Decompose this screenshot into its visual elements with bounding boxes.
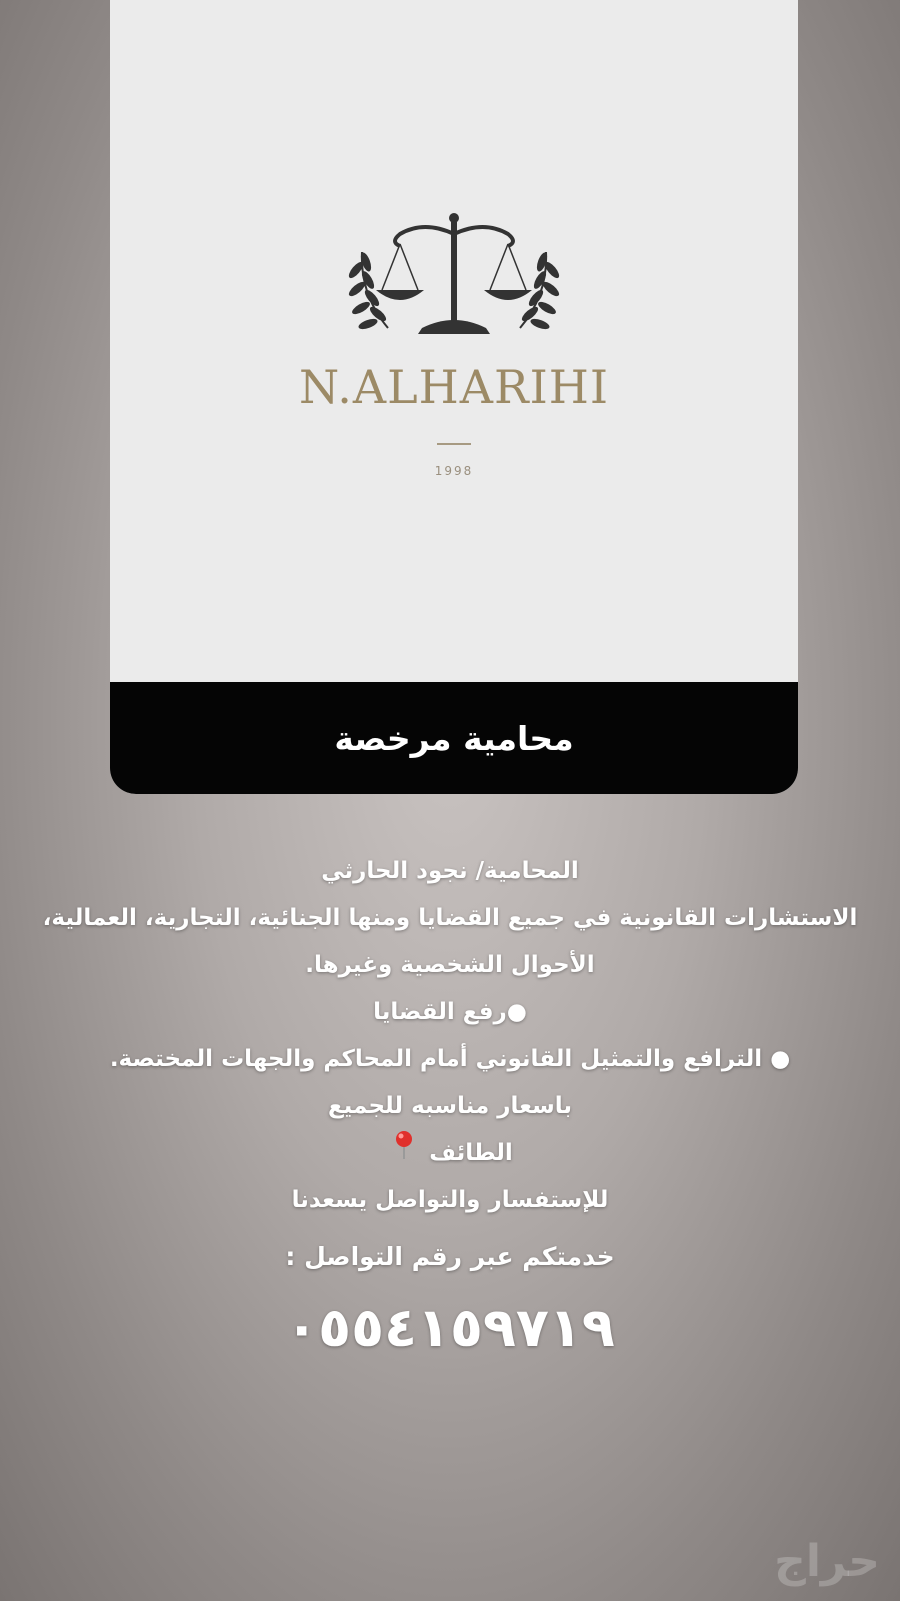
banner-text: محامية مرخصة — [334, 718, 574, 758]
inquiry-line: للإستفسار والتواصل يسعدنا — [291, 1187, 609, 1213]
bullet-representation: ● الترافع والتمثيل القانوني أمام المحاكم والجهات المختصة. — [109, 1046, 791, 1072]
prices-line: باسعار مناسبه للجميع — [327, 1093, 573, 1119]
ad-text-block — [30, 848, 870, 1359]
logo-card — [110, 0, 798, 794]
bullet-cases: ●رفع القضايا — [373, 999, 527, 1025]
scales-of-justice-logo — [110, 200, 798, 490]
haraj-watermark: حراج — [774, 1536, 880, 1587]
services-line-1: الاستشارات القانونية في جميع القضايا ومنها الجنائية، التجارية، العمالية، — [42, 905, 858, 931]
pin-icon — [393, 1130, 415, 1177]
brand-name: N.ALHARIHI — [298, 360, 610, 414]
scales-icon — [376, 213, 532, 334]
brand-divider — [437, 443, 471, 445]
lawyer-name: المحامية/ نجود الحارثي — [321, 858, 579, 884]
location-line — [30, 1130, 870, 1177]
card-banner — [110, 682, 798, 794]
contact-label: خدمتكم عبر رقم التواصل : — [285, 1242, 615, 1271]
phone-number[interactable]: ٠٥٥٤١٥٩٧١٩ — [285, 1296, 615, 1359]
location-text: الطائف — [429, 1140, 513, 1166]
services-line-2: الأحوال الشخصية وغيرها. — [305, 952, 595, 978]
brand-year: 1998 — [434, 464, 474, 478]
